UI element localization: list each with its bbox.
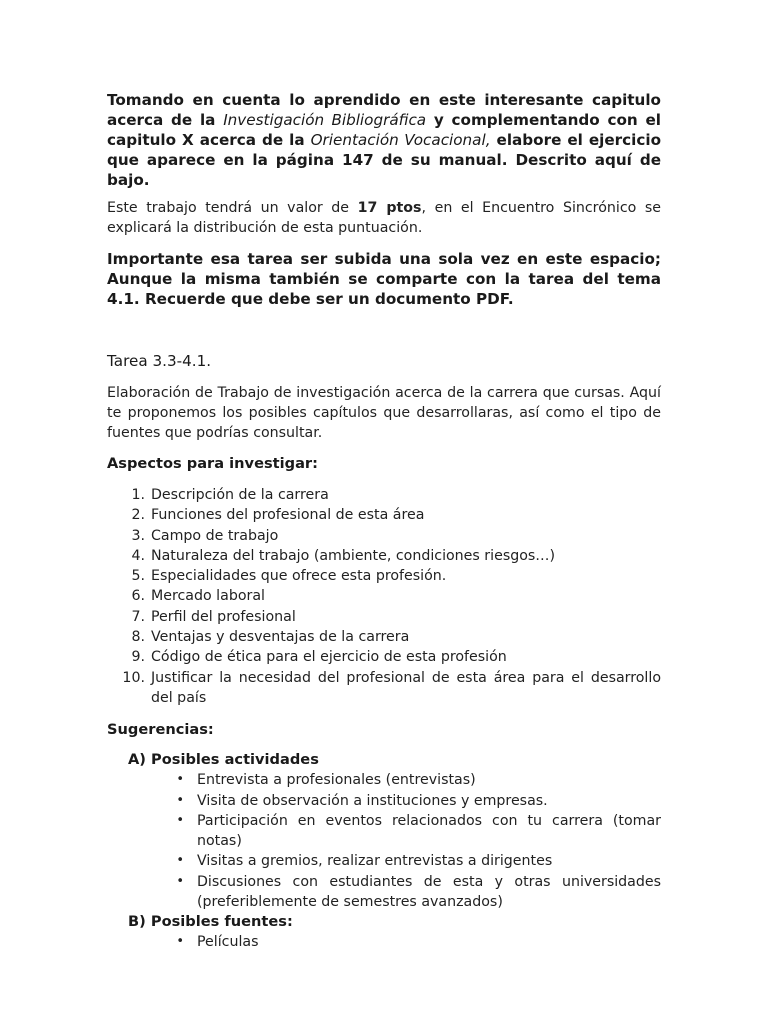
intro-italic-1: Investigación Bibliográfica bbox=[223, 111, 427, 129]
list-text: Entrevista a profesionales (entrevistas) bbox=[197, 772, 476, 789]
intro-text-3: elabore el ejercicio que aparece en la página 147 de su manual. Descrito aquí de bajo. bbox=[107, 131, 661, 189]
list-item bbox=[107, 770, 661, 790]
list-item bbox=[107, 791, 661, 811]
value-note-points: 17 ptos bbox=[357, 200, 422, 216]
list-item bbox=[107, 811, 661, 852]
list-item bbox=[107, 627, 661, 647]
intro-text-1: Tomando en cuenta lo aprendido en este interesante capitulo acerca de la bbox=[107, 91, 661, 129]
activities-list bbox=[107, 770, 661, 912]
list-text: Discusiones con estudiantes de esta y otras universidades (preferiblemente de semestres avanzados) bbox=[197, 873, 661, 911]
list-text: Código de ética para el ejercicio de esta profesión bbox=[151, 649, 507, 666]
list-item bbox=[107, 647, 661, 667]
list-text: Perfil del profesional bbox=[151, 608, 296, 625]
list-text: Películas bbox=[197, 934, 259, 951]
list-item bbox=[107, 872, 661, 913]
list-number: 7. bbox=[131, 608, 145, 625]
list-item bbox=[107, 668, 661, 709]
list-item bbox=[107, 851, 661, 871]
suggestions-heading: Sugerencias: bbox=[107, 721, 214, 739]
aspects-heading: Aspectos para investigar: bbox=[107, 455, 318, 472]
task-description: Elaboración de Trabajo de investigación acerca de la carrera que cursas. Aquí te proponemos los posibles capítulos que desarrollaras, así como el tipo de fuentes que podrías consultar. bbox=[107, 385, 661, 441]
list-text: Visitas a gremios, realizar entrevistas a dirigentes bbox=[197, 853, 553, 870]
list-text: Funciones del profesional de esta área bbox=[151, 507, 425, 524]
list-number: 10. bbox=[122, 669, 145, 686]
list-item bbox=[107, 505, 661, 525]
intro-italic-2: Orientación Vocacional, bbox=[310, 131, 491, 149]
list-text: Participación en eventos relacionados con tu carrera (tomar notas) bbox=[197, 812, 661, 850]
aspects-list bbox=[107, 485, 661, 708]
list-number: 1. bbox=[131, 487, 145, 503]
list-number: 6. bbox=[131, 588, 145, 605]
sources-list bbox=[107, 932, 661, 952]
task-title: Tarea 3.3-4.1. bbox=[107, 352, 212, 370]
value-note bbox=[107, 198, 661, 238]
list-text: Naturaleza del trabajo (ambiente, condiciones riesgos…) bbox=[151, 547, 556, 564]
list-item bbox=[107, 526, 661, 546]
bullet-icon: • bbox=[176, 812, 184, 828]
value-note-after: , en el Encuentro Sincrónico se explicará la distribución de esta puntuación. bbox=[107, 200, 661, 236]
list-number: 5. bbox=[131, 568, 145, 585]
list-number: 4. bbox=[131, 547, 145, 564]
list-item bbox=[107, 485, 661, 505]
list-text: Justificar la necesidad del profesional de esta área para el desarrollo del país bbox=[151, 669, 661, 706]
list-text: Visita de observación a instituciones y empresas. bbox=[197, 792, 548, 809]
bullet-icon: • bbox=[176, 853, 184, 869]
list-text: Especialidades que ofrece esta profesión. bbox=[151, 568, 447, 585]
intro-text-2: y complementando con el capitulo X acerca de la bbox=[107, 111, 661, 149]
bullet-icon: • bbox=[176, 792, 184, 808]
important-note: Importante esa tarea ser subida una sola vez en este espacio; Aunque la misma también se comparte con la tarea del tema 4.1. Recuerde que debe ser un documento PDF. bbox=[107, 250, 661, 308]
list-number: 9. bbox=[131, 649, 145, 666]
list-number: 2. bbox=[131, 507, 145, 524]
intro-paragraph bbox=[107, 90, 661, 190]
list-number: 8. bbox=[131, 629, 145, 646]
list-text: Campo de trabajo bbox=[151, 527, 279, 544]
list-item bbox=[107, 566, 661, 586]
list-text: Descripción de la carrera bbox=[151, 487, 329, 503]
list-text: Mercado laboral bbox=[151, 588, 265, 605]
document-page bbox=[107, 90, 661, 953]
bullet-icon: • bbox=[176, 873, 184, 889]
bullet-icon: • bbox=[176, 772, 184, 788]
sources-heading: B) Posibles fuentes: bbox=[128, 913, 293, 931]
activities-heading: A) Posibles actividades bbox=[128, 751, 319, 769]
bullet-icon: • bbox=[176, 934, 184, 950]
list-item bbox=[107, 546, 661, 566]
list-item bbox=[107, 932, 661, 952]
value-note-before: Este trabajo tendrá un valor de bbox=[107, 200, 358, 216]
list-text: Ventajas y desventajas de la carrera bbox=[151, 629, 410, 646]
list-item bbox=[107, 607, 661, 627]
list-number: 3. bbox=[131, 527, 145, 544]
list-item bbox=[107, 586, 661, 606]
